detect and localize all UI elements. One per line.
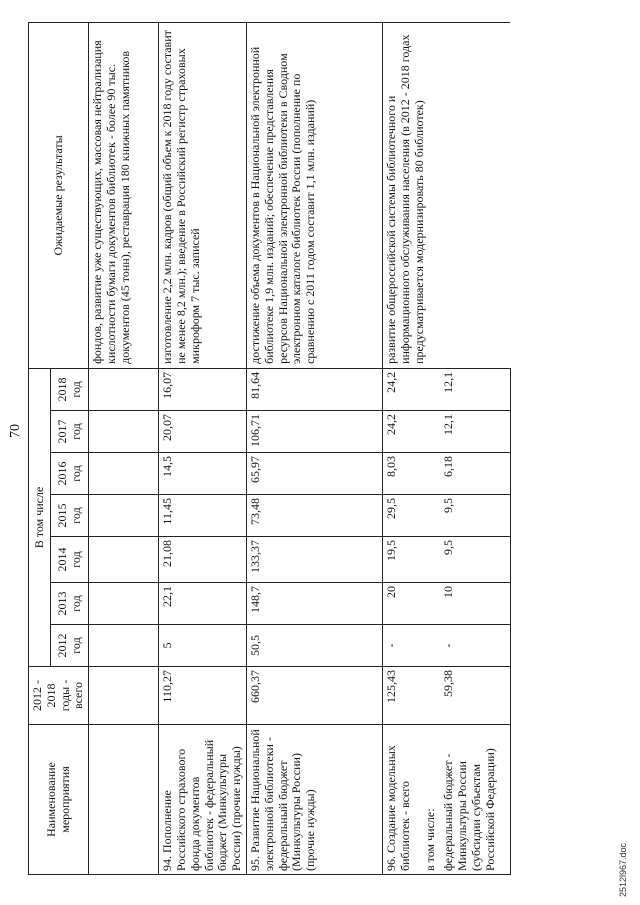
row-value: 22,1: [159, 583, 247, 625]
row-value: 148,7: [246, 583, 382, 625]
row-value: 24,2: [382, 411, 422, 453]
row-value: [422, 537, 440, 583]
row-value: 12,1: [440, 368, 510, 410]
row-name: федеральный бюджет - Минкультуры России (субсидии субъектам Российской Федерации): [440, 725, 510, 875]
row-value: 9,5: [440, 495, 510, 537]
row-value: [422, 495, 440, 537]
table-row: [246, 22, 382, 874]
row-value: 11,45: [159, 495, 247, 537]
row-value: 81,64: [246, 368, 382, 410]
row-value: [422, 411, 440, 453]
row-value: 24,2: [382, 368, 422, 410]
row-value: [422, 453, 440, 495]
row-value: [89, 411, 159, 453]
row-value: 21,08: [159, 537, 247, 583]
row-total: 110,27: [159, 667, 247, 725]
header-year: 2013 год: [51, 583, 89, 625]
row-value: 73,48: [246, 495, 382, 537]
row-results: фондов, развитие уже существующих, массовая нейтрализация кислотности бумаги документов библиотек - более 90 тыс. документов (45 тонн), реставрация 180 книжных памятников: [89, 22, 159, 368]
row-value: [89, 625, 159, 667]
header-name: Наименование мероприятия: [29, 725, 89, 875]
row-name: 94. Пополнение Российского страхового фонда документов библиотек - федеральный бюджет (Минкультуры России) (прочие нужды): [159, 725, 247, 875]
header-year: 2015 год: [51, 495, 89, 537]
header-year: 2017 год: [51, 411, 89, 453]
row-total: [422, 667, 440, 725]
row-value: 10: [440, 583, 510, 625]
header-year: 2012 год: [51, 625, 89, 667]
row-value: 16,07: [159, 368, 247, 410]
row-value: 65,97: [246, 453, 382, 495]
row-total: [89, 667, 159, 725]
row-value: [422, 583, 440, 625]
header-year: 2016 год: [51, 453, 89, 495]
row-value: -: [382, 625, 422, 667]
header-year: 2018 год: [51, 368, 89, 410]
table-row: [382, 22, 422, 874]
row-value: 106,71: [246, 411, 382, 453]
row-value: 14,5: [159, 453, 247, 495]
header-year: 2014 год: [51, 537, 89, 583]
row-value: [422, 625, 440, 667]
row-value: 5: [159, 625, 247, 667]
row-name: [89, 725, 159, 875]
row-value: 6,18: [440, 453, 510, 495]
row-value: [89, 537, 159, 583]
row-value: [89, 495, 159, 537]
row-value: 50,5: [246, 625, 382, 667]
row-value: 9,5: [440, 537, 510, 583]
header-results: Ожидаемые результаты: [29, 22, 89, 368]
footer-doc-code: 2512l967.doc: [618, 842, 628, 897]
row-value: 19,5: [382, 537, 422, 583]
row-value: [89, 583, 159, 625]
row-total: 59,38: [440, 667, 510, 725]
row-total: 125,43: [382, 667, 422, 725]
row-value: 29,5: [382, 495, 422, 537]
row-value: [422, 368, 440, 410]
row-value: 12,1: [440, 411, 510, 453]
table-row: [89, 22, 159, 874]
row-results: изготовление 2,2 млн. кадров (общий объем к 2018 году составит не менее 8,2 млн.); введение в Российский регистр страховых микроформ 7 тыс. записей: [159, 22, 247, 368]
row-total: 660,37: [246, 667, 382, 725]
header-total: 2012 - 2018 годы - всего: [29, 667, 89, 725]
page-number: 70: [8, 424, 23, 438]
row-value: 8,03: [382, 453, 422, 495]
row-value: 20: [382, 583, 422, 625]
table-row: [159, 22, 247, 874]
row-value: [89, 453, 159, 495]
row-results: развитие общероссийской системы библиотечного и информационного обслуживания населения (в 2012 - 2018 годах предусматривается модернизировать 80 библиотек): [382, 22, 510, 368]
header-group: В том числе: [29, 368, 51, 666]
row-value: 20,07: [159, 411, 247, 453]
row-value: 133,37: [246, 537, 382, 583]
row-name: 95. Развитие Национальной электронной библиотеки - федеральный бюджет (Минкультуры России) (прочие нужды): [246, 725, 382, 875]
row-value: [89, 368, 159, 410]
row-results: достижение объема документов в Национальной электронной библиотеке 1,9 млн. изданий; обеспечение представления ресурсов Национальной электронной библиотеки в Сводном электронном каталоге библиотек России (пополнение по сравнению с 2011 годом составит 1,1 млн. изданий): [246, 22, 382, 368]
row-value: -: [440, 625, 510, 667]
row-name: 96. Создание модельных библиотек - всего: [382, 725, 422, 875]
program-table: [28, 22, 511, 875]
row-name: в том числе:: [422, 725, 440, 875]
